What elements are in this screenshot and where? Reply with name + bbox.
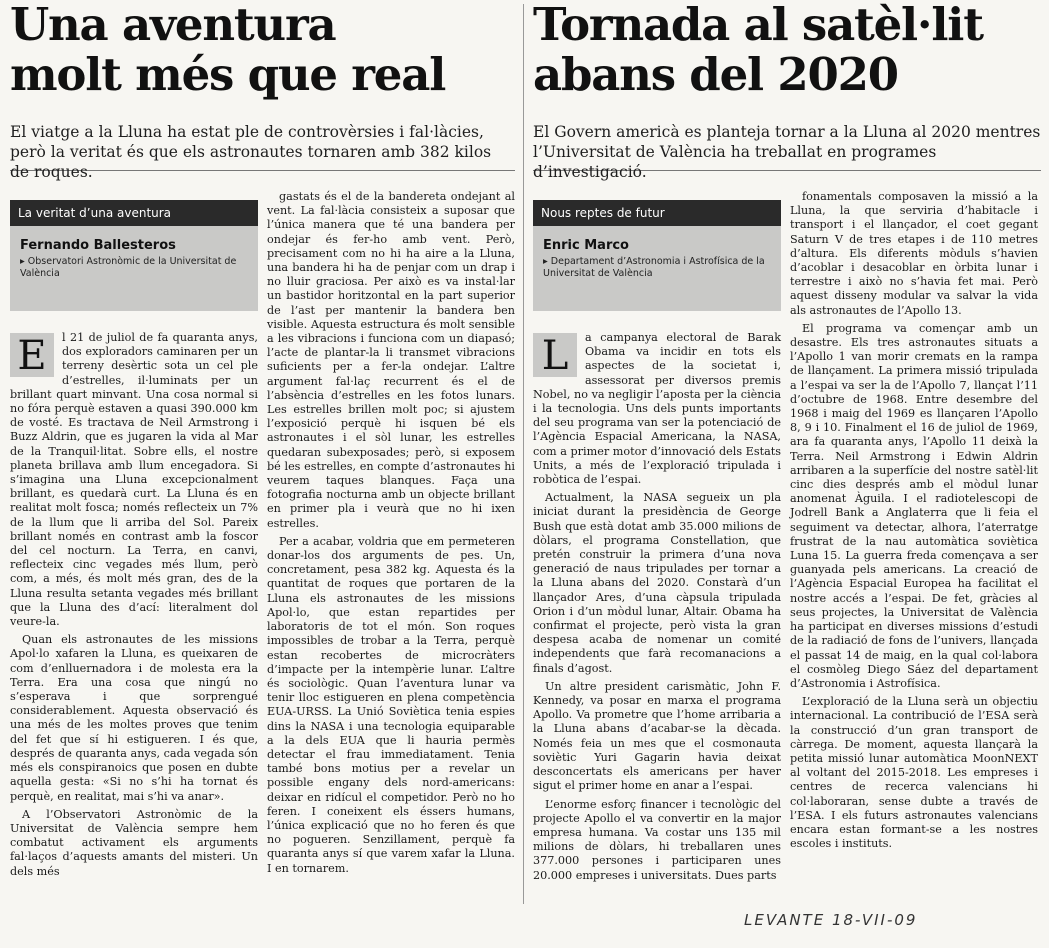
- byline-box-left: [10, 200, 258, 311]
- author-right: Enric Marco: [543, 238, 629, 253]
- paragraph-text: l 21 de juliol de fa quaranta anys, dos exploradors caminaren per un terreny desèrtic sota un cel ple d’estrelles, il·luminats per un brillant quart minvant. Una cosa normal si no fóra perquè estaven a quasi 390.000 km de vosté. Es tractava de Neil Armstrong i Buzz Aldrin, que es jugaren la vida al Mar de la Tranquil·litat. Sobre ells, el nostre planeta brillava amb llum encegadora. Si s’imagina una Lluna excepcionalment brillant, es quedarà curt. La Lluna és en realitat molt fosca; només reflecteix un 7% de la llum que li arriba del Sol. Pareix brillant només en contrast amb la foscor del cel nocturn. La Terra, en canvi, reflecteix cinc vegades més llum, però com, a més, és molt més gran, des de la Lluna resulta setanta vegades més brillant que la Lluna des d’ací: literalment dol veure-la.: [10, 331, 258, 629]
- paragraph: Un altre president carismàtic, John F. Kennedy, va posar en marxa el programa Apollo. Va prometre que l’home arribaria a la Lluna abans d’acabar-se la dècada. Només feia un mes que el cosmonauta soviètic Yuri Gagarin havia deixat desconcertats els americans per haver sigut el primer home en anar a l’espai.: [533, 679, 781, 793]
- headline-left: Una aventura molt més que real: [10, 0, 446, 101]
- paragraph: Per a acabar, voldria que em permeteren donar-los dos arguments de pes. Un, concretament, pesa 382 kg. Aquesta és la quantitat de roques que portaren de la Lluna els astronautes de les missions Apol·lo, que estan repartides per laboratoris de tot el món. Son roques impossibles de trobar a la Terra, perquè estan recobertes de microcràters d’impacte per la intempèrie lunar. L’altre és sociològic. Quan l’aventura lunar va tenir lloc estigueren en plena competència EUA-URSS. La Unió Soviètica tenia espies dins la NASA i una tecnologia equiparable a la dels EUA que li hauria permès detectar el frau immediatament. Tenia també bons motius per a revelar un possible engany dels nord-americans: deixar en ridícul el competidor. Però no ho feren. I coneixent els éssers humans, l’única explicació que no ho feren és que no pogueren. Senzillament, perquè fa quaranta anys sí que varem xafar la Lluna. I en tornarem.: [267, 534, 515, 875]
- paragraph: L’exploració de la Lluna serà un objectiu internacional. La contribució de l’ESA serà la construcció d’un gran transport de càrrega. De moment, aquesta llançarà la petita missió lunar automàtica MoonNEXT al voltant del 2015-2018. Les empreses i centres de recerca valencians hi col·laboraran, sense dubte a través de l’ESA. I els futurs astronautes valencians encara estan formant-se a les nostres escoles i instituts.: [790, 695, 1038, 851]
- article-left: [10, 0, 515, 905]
- headline-right: Tornada al satèl·lit abans del 2020: [533, 0, 983, 101]
- paragraph-text: a campanya electoral de Barak Obama va incidir en tots els aspectes de la societat i, assessorat per diversos premis Nobel, no va negligir l’aposta per la ciència i la tecnologia. Uns dels punts importants del seu programa van ser la potenciació de l’Agència Espacial Americana, la NASA, com a primer motor d’innovació dels Estats Units, a més de l’exploració tripulada i robòtica de l’espai.: [533, 331, 781, 487]
- paragraph: A l’Observatori Astronòmic de la Universitat de València sempre hem combatut activament els arguments fal·laços d’aquests amants del misteri. Un dels més: [10, 807, 258, 878]
- columns-right: [533, 188, 1041, 905]
- column-left-1: [10, 188, 258, 905]
- affiliation-right: ▸ Departament d’Astronomia i Astrofísica de la Universitat de València: [543, 256, 765, 279]
- paragraph: El programa va començar amb un desastre. Els tres astronautes situats a l’Apollo 1 van morir cremats en la rampa de llançament. La primera missió tripulada a l’espai va ser la de l’Apollo 7, llançat l’11 d’octubre de 1968. Entre desembre del 1968 i maig del 1969 es llançaren l’Apollo 8, 9 i 10. Finalment el 16 de juliol de 1969, ara fa quaranta anys, l’Apollo 11 deixà la Terra. Neil Armstrong i Edwin Aldrin arribaren a la superfície del nostre satèl·lit cinc dies després amb el mòdul lunar anomenat Àguila. I el radiotelescopi de Jodrell Bank a Anglaterra que li feia el seguiment va detectar, alhora, l’aterratge frustrat de la nau automàtica soviètica Luna 15. La guerra freda començava a ser guanyada pels americans. La creació de l’Agència Espacial Europea ha facilitat el nostre accés a l’espai. De fet, gràcies al seus projectes, la Universitat de València ha participat en diverses missions d’estudi de la radiació de fons de l’univers, llançada el passat 14 de maig, en la qual col·labora el cosmòleg Diego Sáez del departament d’Astronomia i Astrofísica.: [790, 321, 1038, 690]
- paragraph: Quan els astronautes de les missions Apol·lo xafaren la Lluna, es queixaren de com d’enlluernadora i de molesta era la Terra. Era una cosa que ningú no s’esperava i que sorprengué considerablement. Aquesta observació és una més de les moltes proves que tenim del fet que sí hi estigueren. I és que, després de quaranta anys, cada vegada són més els conspiranoics que posen en dubte aquella gesta: «Si no s’hi ha tornat és perquè, en realitat, mai s’hi va anar».: [10, 633, 258, 803]
- column-divider: [523, 4, 524, 904]
- dropcap-right: L: [533, 333, 577, 377]
- author-left: Fernando Ballesteros: [20, 238, 176, 253]
- column-right-2: [790, 190, 1038, 905]
- paragraph: [10, 331, 258, 629]
- paragraph: fonamentals composaven la missió a la Lluna, la que serviria d’habitacle i transport i el llançador, el coet gegant Saturn V de tres etapes i de 110 metres d’altura. Els diferents mòduls s’havien d’acoblar i desacoblar en òrbita lunar i terrestre i això no s’havia fet mai. Però aquest disseny modular va salvar la vida als astronautes de l’Apollo 13.: [790, 190, 1038, 317]
- box-label-left: La veritat d’una aventura: [10, 200, 258, 226]
- column-left-2: [267, 190, 515, 905]
- paragraph: gastats és el de la bandereta ondejant al vent. La fal·làcia consisteix a suposar que l’única manera que té una bandera per ondejar és fer-ho amb vent. Però, precisament com no hi ha aire a la Lluna, una bandera hi ha de penjar com un drap i no lluir graciosa. Per això es va instal·lar un bastidor horitzontal en la part superior de l’ast per mantenir la bandera ben visible. Aquesta estructura és molt sensible a les vibracions i funciona com un diapasó; l’acte de plantar-la li transmet vibracions suficients per a fer-la ondejar. L’altre argument fal·laç recurrent és el de l’absència d’estrelles en les fotos lunars. Les estrelles brillen molt poc; si ajustem l’exposició perquè hi isquen bé els astronautes i el sòl lunar, les estrelles quedaran subexposades; però, si exposem bé les estrelles, en compte d’astronautes hi veurem taques blanques. Faça una fotografia nocturna amb un objecte brillant en primer pla i veurà que no hi ixen estrelles.: [267, 190, 515, 530]
- column-right-1: [533, 188, 781, 905]
- subhead-right: El Govern americà es planteja tornar a la Lluna al 2020 mentres l’Universitat de València ha treballat en programes d’investigació.: [533, 123, 1041, 181]
- article-right: [533, 0, 1041, 905]
- handwritten-source-note: LEVANTE 18-VII-09: [744, 911, 918, 929]
- byline-box-right: [533, 200, 781, 311]
- paragraph: L’enorme esforç financer i tecnològic del projecte Apollo el va convertir en la major empresa humana. Va costar uns 135 mil milions de dòlars, hi treballaren unes 377.000 persones i participaren unes 20.000 empreses i universitats. Dues parts: [533, 797, 781, 882]
- affiliation-left: ▸ Observatori Astronòmic de la Universitat de València: [20, 256, 237, 279]
- paragraph: Actualment, la NASA segueix un pla iniciat durant la presidència de George Bush que està dotat amb 35.000 milions de dòlars, el programa Constellation, que pretén construir la primera d’una nova generació de naus tripulades per tornar a la Lluna abans del 2020. Constarà d’un llançador Ares, d’una càpsula tripulada Orion i d’un mòdul lunar, Altair. Obama ha confirmat el projecte, però vista la gran despesa acaba de nomenar un comité independents que farà recomanacions a finals d’agost.: [533, 491, 781, 675]
- columns-left: [10, 188, 515, 905]
- paragraph: [533, 331, 781, 487]
- subhead-left: El viatge a la Lluna ha estat ple de controvèrsies i fal·làcies, però la veritat és que els astronautes tornaren amb 382 kilos de roques.: [10, 123, 492, 181]
- box-label-right: Nous reptes de futur: [533, 200, 781, 226]
- dropcap-left: E: [10, 333, 54, 377]
